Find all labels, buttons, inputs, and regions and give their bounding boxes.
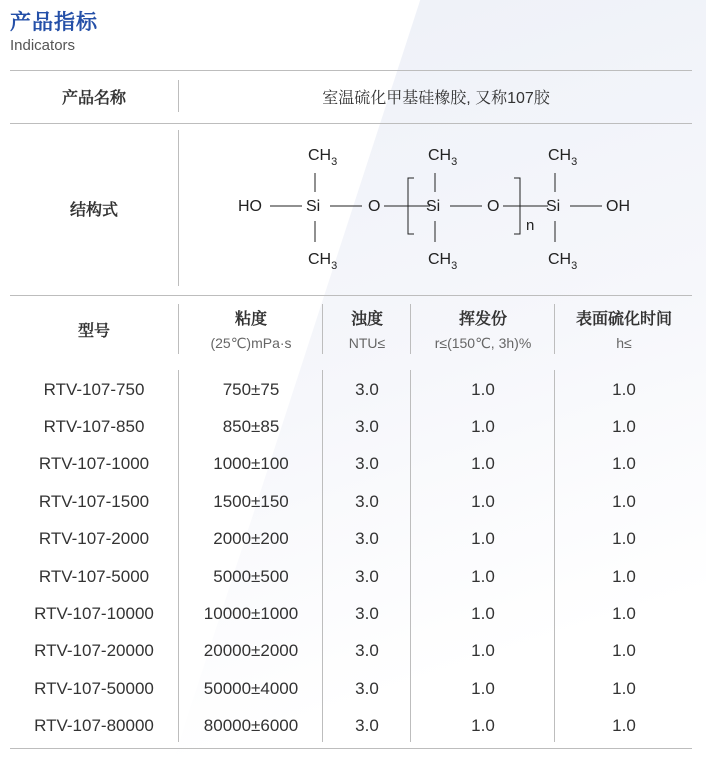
- divider: [554, 370, 555, 742]
- cell-viscosity: 20000±2000: [203, 641, 299, 661]
- divider: [178, 304, 179, 354]
- divider: [10, 295, 692, 296]
- cell-cure-time: 1.0: [612, 417, 636, 437]
- cell-turbidity: 3.0: [355, 379, 379, 399]
- cell-volatile: 1.0: [471, 379, 495, 399]
- divider: [410, 304, 411, 354]
- header-turbidity: 浊度: [350, 310, 383, 328]
- formula-oh: OH: [606, 198, 630, 215]
- cell-model: RTV-107-80000: [34, 716, 154, 736]
- formula-n: n: [526, 217, 535, 234]
- cell-viscosity: 5000±500: [213, 566, 289, 586]
- structure-label: 结构式: [69, 201, 118, 219]
- cell-volatile: 1.0: [471, 678, 495, 698]
- cell-viscosity: 1000±100: [213, 454, 289, 474]
- cell-model: RTV-107-1000: [38, 454, 150, 474]
- cell-cure-time: 1.0: [612, 529, 636, 549]
- cell-model: RTV-107-10000: [34, 604, 154, 624]
- cell-volatile: 1.0: [471, 641, 495, 661]
- cell-cure-time: 1.0: [612, 454, 636, 474]
- cell-turbidity: 3.0: [355, 529, 379, 549]
- divider: [410, 370, 411, 742]
- cell-cure-time: 1.0: [612, 379, 636, 399]
- divider: [10, 123, 692, 124]
- cell-viscosity: 10000±1000: [203, 604, 299, 624]
- section-subtitle: Indicators: [10, 37, 76, 54]
- header-cure-time: 表面硫化时间: [575, 310, 672, 328]
- divider: [10, 70, 692, 71]
- divider: [10, 748, 692, 749]
- formula-ch3-top-2: $CH_3$: [428, 147, 458, 168]
- product-name-label: 产品名称: [61, 89, 126, 107]
- cell-volatile: 1.0: [471, 491, 495, 511]
- cell-cure-time: 1.0: [612, 491, 636, 511]
- cell-cure-time: 1.0: [612, 604, 636, 624]
- cell-volatile: 1.0: [471, 716, 495, 736]
- formula-ho: HO: [238, 198, 262, 215]
- cell-model: RTV-107-750: [43, 379, 145, 399]
- cell-volatile: 1.0: [471, 454, 495, 474]
- cell-volatile: 1.0: [471, 566, 495, 586]
- cell-turbidity: 3.0: [355, 678, 379, 698]
- cell-cure-time: 1.0: [612, 566, 636, 586]
- formula-ch3-bottom-3: $CH_3$: [548, 251, 578, 272]
- cell-turbidity: 3.0: [355, 641, 379, 661]
- cell-volatile: 1.0: [471, 529, 495, 549]
- formula-o-2: O: [487, 198, 500, 215]
- section-title: 产品指标: [10, 11, 98, 34]
- cell-turbidity: 3.0: [355, 491, 379, 511]
- formula-si-3: Si: [546, 198, 561, 215]
- cell-model: RTV-107-50000: [34, 678, 154, 698]
- cell-viscosity: 80000±6000: [203, 716, 299, 736]
- header-volatile-unit: r≤(150℃, 3h)%: [434, 334, 532, 351]
- cell-turbidity: 3.0: [355, 604, 379, 624]
- header-viscosity: 粘度: [234, 310, 267, 328]
- cell-viscosity: 2000±200: [213, 529, 289, 549]
- header-volatile: 挥发份: [458, 310, 507, 328]
- divider: [554, 304, 555, 354]
- formula-ch3-bottom-2: $CH_3$: [428, 251, 458, 272]
- cell-cure-time: 1.0: [612, 678, 636, 698]
- cell-model: RTV-107-2000: [38, 529, 150, 549]
- cell-model: RTV-107-20000: [34, 641, 154, 661]
- cell-model: RTV-107-1500: [38, 491, 150, 511]
- cell-turbidity: 3.0: [355, 417, 379, 437]
- divider: [322, 370, 323, 742]
- formula-ch3-bottom-1: $CH_3$: [308, 251, 338, 272]
- cell-viscosity: 850±85: [222, 417, 280, 437]
- cell-volatile: 1.0: [471, 417, 495, 437]
- header-model: 型号: [77, 322, 110, 340]
- cell-turbidity: 3.0: [355, 716, 379, 736]
- cell-cure-time: 1.0: [612, 641, 636, 661]
- structure-formula: [180, 126, 692, 292]
- divider: [178, 370, 179, 742]
- header-turbidity-unit: NTU≤: [348, 335, 386, 351]
- header-cure-time-unit: h≤: [616, 335, 632, 351]
- cell-turbidity: 3.0: [355, 454, 379, 474]
- cell-volatile: 1.0: [471, 604, 495, 624]
- cell-cure-time: 1.0: [612, 716, 636, 736]
- divider: [322, 304, 323, 354]
- formula-ch3-top-3: $CH_3$: [548, 147, 578, 168]
- divider: [178, 80, 179, 112]
- cell-viscosity: 1500±150: [213, 491, 289, 511]
- divider: [178, 130, 179, 286]
- cell-viscosity: 50000±4000: [203, 678, 299, 698]
- product-name-value: 室温硫化甲基硅橡胶, 又称107胶: [322, 89, 550, 107]
- header-viscosity-unit: (25℃)mPa·s: [210, 334, 292, 351]
- formula-si-2: Si: [426, 198, 441, 215]
- formula-si-1: Si: [306, 198, 321, 215]
- formula-o-1: O: [368, 198, 381, 215]
- formula-ch3-top-1: $CH_3$: [308, 147, 338, 168]
- cell-model: RTV-107-850: [43, 417, 145, 437]
- cell-turbidity: 3.0: [355, 566, 379, 586]
- cell-viscosity: 750±75: [222, 379, 280, 399]
- cell-model: RTV-107-5000: [38, 566, 150, 586]
